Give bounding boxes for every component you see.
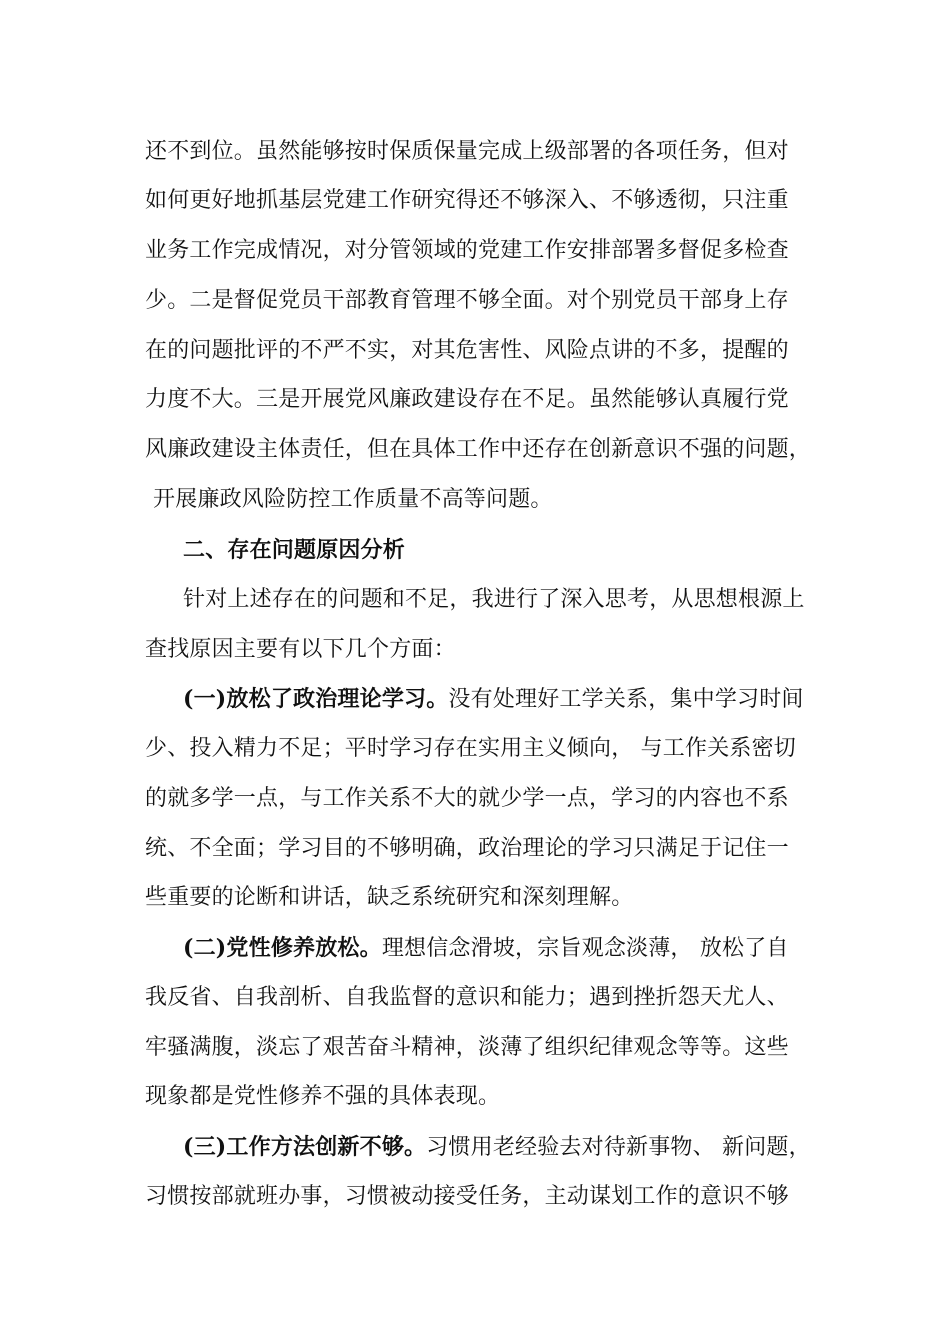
- subsection-text: 习惯用老经验去对待新事物、 新问题，: [426, 1135, 811, 1160]
- section-heading: 二、存在问题原因分析: [183, 537, 406, 563]
- text-line: 现象都是党性修养不强的具体表现。: [145, 1084, 501, 1109]
- text-line: 习惯按部就班办事，习惯被动接受任务，主动谋划工作的意识不够: [145, 1184, 789, 1209]
- text-line: 牢骚满腹，淡忘了艰苦奋斗精神，淡薄了组织纪律观念等等。这些: [145, 1035, 789, 1060]
- text-line: 如何更好地抓基层党建工作研究得还不够深入、不够透彻，只注重: [145, 188, 789, 213]
- text-line: 少、投入精力不足；平时学习存在实用主义倾向， 与工作关系密切: [145, 736, 796, 761]
- text-line: 力度不大。三是开展党风廉政建设存在不足。虽然能够认真履行党: [145, 387, 789, 412]
- subsection-text: 没有处理好工学关系，集中学习时间: [448, 687, 804, 712]
- subsection-line: [183, 1133, 811, 1162]
- text-line: 在的问题批评的不严不实，对其危害性、风险点讲的不多，提醒的: [145, 338, 789, 363]
- text-line: 我反省、自我剖析、自我监督的意识和能力；遇到挫折怨天尤人、: [145, 985, 789, 1010]
- text-line: 风廉政建设主体责任，但在具体工作中还存在创新意识不强的问题，: [145, 437, 812, 462]
- subsection-heading: (二)党性修养放松。: [183, 935, 382, 961]
- text-line: 的就多学一点，与工作关系不大的就少学一点，学习的内容也不系: [145, 786, 789, 811]
- subsection-heading: (一)放松了政治理论学习。: [183, 686, 449, 712]
- text-line: 业务工作完成情况，对分管领域的党建工作安排部署多督促多检查: [145, 238, 789, 263]
- text-line: 开展廉政风险防控工作质量不高等问题。: [153, 487, 553, 512]
- paragraph-first-line: 针对上述存在的问题和不足，我进行了深入思考，从思想根源上: [183, 587, 805, 612]
- subsection-line: [183, 934, 789, 963]
- text-line: 还不到位。虽然能够按时保质保量完成上级部署的各项任务，但对: [145, 139, 789, 164]
- subsection-text: 理想信念滑坡，宗旨观念淡薄， 放松了自: [381, 936, 789, 961]
- text-line: 些重要的论断和讲话，缺乏系统研究和深刻理解。: [145, 885, 634, 910]
- text-line: 统、不全面；学习目的不够明确，政治理论的学习只满足于记住一: [145, 836, 789, 861]
- text-line: 少。二是督促党员干部教育管理不够全面。对个别党员干部身上存: [145, 288, 789, 313]
- subsection-heading: (三)工作方法创新不够。: [183, 1134, 427, 1160]
- subsection-line: [183, 685, 804, 714]
- text-line: 查找原因主要有以下几个方面：: [145, 637, 456, 662]
